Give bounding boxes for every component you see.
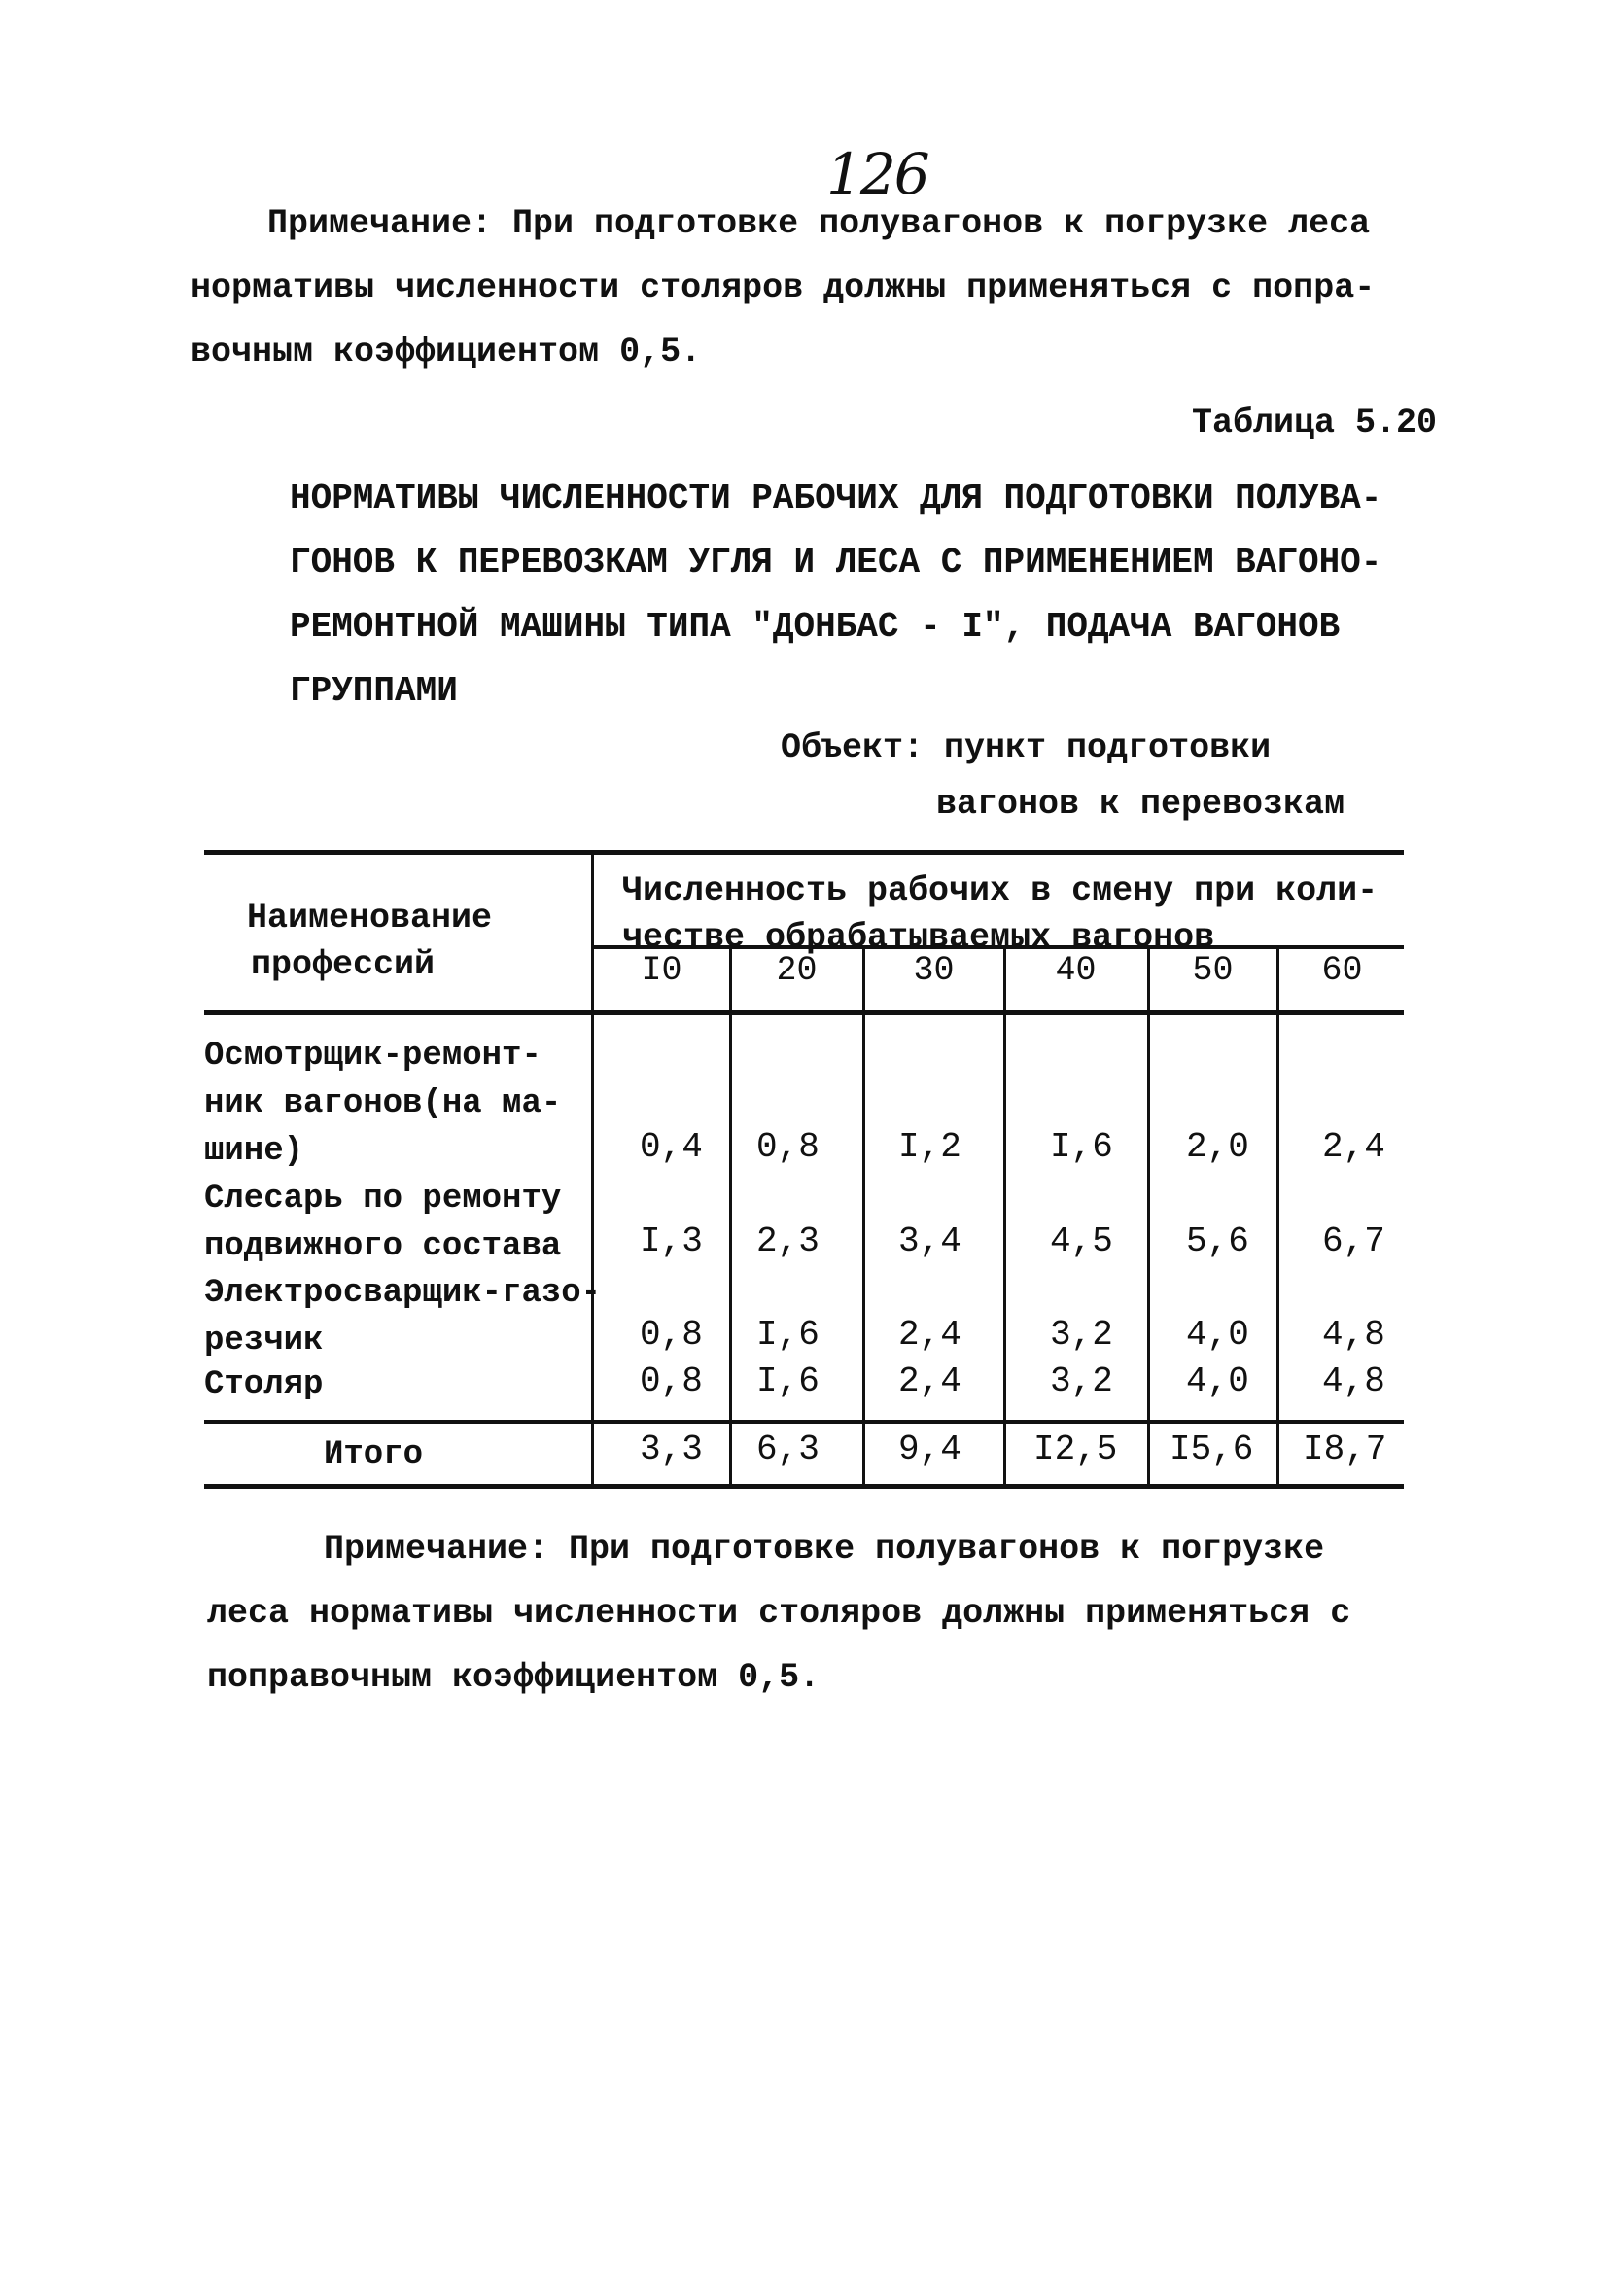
col-header-60: 60: [1321, 951, 1363, 990]
profession-line: ник вагонов(на ма-: [204, 1085, 562, 1122]
col-header-30: 30: [913, 951, 955, 990]
table-row-profession: [204, 1361, 323, 1409]
total-cell: I8,7: [1303, 1430, 1387, 1469]
profession-line: Слесарь по ремонту: [204, 1181, 562, 1218]
object-line-1: Объект: пункт подготовки: [781, 728, 1272, 767]
table-cell: 0,8: [640, 1315, 703, 1355]
table-title-line-3: РЕМОНТНОЙ МАШИНЫ ТИПА "ДОНБАС - I", ПОДАЧА ВАГОНОВ: [290, 607, 1341, 647]
table-cell: I,6: [756, 1315, 820, 1355]
table-cell: 2,4: [898, 1361, 961, 1401]
table-row-profession: [204, 1176, 561, 1271]
table-cell: 6,7: [1322, 1221, 1385, 1261]
total-cell: 9,4: [898, 1430, 961, 1469]
total-cell: 3,3: [640, 1430, 703, 1469]
table-cell: I,6: [1050, 1127, 1113, 1167]
table-cell: 0,8: [640, 1361, 703, 1401]
table-top-rule: [204, 850, 1404, 855]
profession-line: Электросварщик-газо-: [204, 1275, 602, 1312]
total-cell: I2,5: [1033, 1430, 1118, 1469]
profession-line: подвижного состава: [204, 1228, 562, 1265]
profession-line: Столяр: [204, 1366, 324, 1403]
note-bottom-line-3: поправочным коэффициентом 0,5.: [207, 1658, 821, 1697]
table-cell: 2,4: [1322, 1127, 1385, 1167]
total-cell: I5,6: [1170, 1430, 1254, 1469]
table-cell: 2,4: [898, 1315, 961, 1355]
header-profession: [247, 895, 492, 988]
note-bottom-line-1: Примечание: При подготовке полувагонов к погрузке: [324, 1530, 1325, 1569]
header-profession-line-2: профессий: [251, 945, 436, 984]
table-cell: 2,0: [1186, 1127, 1249, 1167]
note-top: [191, 192, 1396, 384]
col-header-20: 20: [776, 951, 818, 990]
col-rule-2: [729, 945, 732, 1487]
col-rule-6: [1276, 945, 1279, 1487]
note-bottom: [207, 1517, 1413, 1710]
col-header-50: 50: [1192, 951, 1234, 990]
col-rule-5: [1147, 945, 1150, 1487]
table-cell: I,6: [756, 1361, 820, 1401]
table-title-line-1: НОРМАТИВЫ ЧИСЛЕННОСТИ РАБОЧИХ ДЛЯ ПОДГОТОВКИ ПОЛУВА-: [290, 478, 1382, 518]
profession-line: шине): [204, 1133, 304, 1170]
table-cell: 4,8: [1322, 1361, 1385, 1401]
table-cell: 0,4: [640, 1127, 703, 1167]
table-cell: 5,6: [1186, 1221, 1249, 1261]
col-rule-1: [591, 850, 594, 1487]
table-cell: 4,0: [1186, 1315, 1249, 1355]
col-header-10: I0: [641, 951, 682, 990]
table-cell: 4,0: [1186, 1361, 1249, 1401]
header-count-line-1: Численность рабочих в смену при коли-: [622, 871, 1379, 910]
table-cell: I,2: [898, 1127, 961, 1167]
table-number: Таблица 5.20: [1192, 404, 1438, 442]
note-top-line-3: вочным коэффициентом 0,5.: [191, 333, 702, 371]
table-cell: 3,2: [1050, 1315, 1113, 1355]
table-title-line-4: ГРУППАМИ: [290, 671, 458, 711]
header-count: [622, 867, 1378, 961]
table-bottom-rule: [204, 1484, 1404, 1489]
total-top-rule: [204, 1420, 1404, 1424]
norms-table: [204, 850, 1404, 1490]
header-count-line-2: честве обрабатываемых вагонов: [622, 918, 1215, 957]
object-line-2: вагонов к перевозкам: [936, 785, 1345, 824]
table-cell: 3,4: [898, 1221, 961, 1261]
note-top-line-1: Примечание: При подготовке полувагонов к погрузке леса: [267, 204, 1371, 243]
table-cell: 4,8: [1322, 1315, 1385, 1355]
col-rule-3: [862, 945, 865, 1487]
table-cell: 0,8: [756, 1127, 820, 1167]
note-top-line-2: нормативы численности столяров должны применяться с попра-: [191, 268, 1376, 307]
page-number: 126: [826, 141, 928, 207]
table-title-line-2: ГОНОВ К ПЕРЕВОЗКАМ УГЛЯ И ЛЕСА С ПРИМЕНЕНИЕМ ВАГОНО-: [290, 543, 1382, 583]
col-header-40: 40: [1055, 951, 1097, 990]
table-cell: I,3: [640, 1221, 703, 1261]
table-title: [290, 467, 1381, 724]
profession-line: Осмотрщик-ремонт-: [204, 1038, 541, 1075]
table-row-profession: [204, 1270, 601, 1365]
profession-line: резчик: [204, 1323, 324, 1360]
col-rule-4: [1003, 945, 1006, 1487]
table-cell: 3,2: [1050, 1361, 1113, 1401]
table-row-profession: [204, 1033, 561, 1176]
table-cell: 2,3: [756, 1221, 820, 1261]
total-label: Итого: [324, 1436, 424, 1473]
table-cell: 4,5: [1050, 1221, 1113, 1261]
object-caption: [781, 720, 1345, 832]
note-bottom-line-2: леса нормативы численности столяров должны применяться с: [207, 1594, 1351, 1633]
header-profession-line-1: Наименование: [247, 899, 493, 937]
total-cell: 6,3: [756, 1430, 820, 1469]
header-bottom-rule: [204, 1010, 1404, 1015]
